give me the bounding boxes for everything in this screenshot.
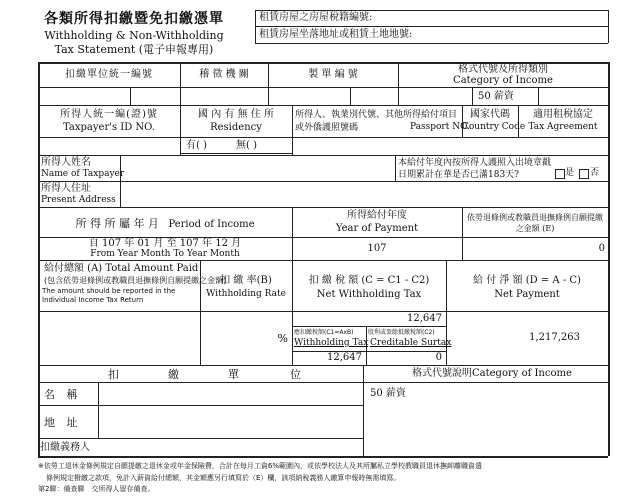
passport-label-english: Passport NO. xyxy=(410,122,470,132)
c1-withholding-tax-label-english: Withholding Tax xyxy=(294,338,369,348)
withholder-address-label: 地 址 xyxy=(44,416,82,429)
net-withholding-tax-label: 扣 繳 稅 額 (C = C1 - C2) xyxy=(308,275,430,286)
country-code-label-english: Country Code xyxy=(462,122,526,132)
category-label-english: Category of Income xyxy=(453,75,553,86)
tax-agreement-label-english: Tax Agreement xyxy=(528,122,598,132)
category-label: 格式代號及所得類別 xyxy=(458,64,548,75)
residency-label: 國 內 有 無 住 所 xyxy=(198,109,274,120)
form-subtitle: Tax Statement (電子申報專用) xyxy=(54,43,214,56)
rent-address-label: 租賃房屋坐落地址或租賃土地地號: xyxy=(259,29,413,40)
stay-no-checkbox[interactable] xyxy=(579,169,589,179)
category-value: 50 薪資 xyxy=(478,91,514,102)
withholder-section-char-4: 位 xyxy=(290,368,301,381)
tax-agreement-label: 適用租稅協定 xyxy=(533,109,593,120)
year-of-payment-value: 107 xyxy=(367,243,387,254)
category-description-value: 50 薪資 xyxy=(370,388,406,399)
footer-note-3: 第2聯：備查聯 交所得人留存備查。 xyxy=(38,485,155,493)
period-range-english: From Year Month To Year Month xyxy=(90,249,240,259)
stay-yes-label: 是 xyxy=(565,168,575,178)
category-description-label: 格式代號說明Category of Income xyxy=(412,368,572,379)
tax-office-label: 稽 徵 機 關 xyxy=(199,69,249,80)
taxpayer-address-label: 所得人住址 xyxy=(41,183,91,194)
net-payment-value: 1,217,263 xyxy=(529,332,580,343)
residency-no-option[interactable]: 無( ) xyxy=(236,140,257,151)
period-range-value: 自 107 年 01 月 至 107 年 12 月 xyxy=(88,238,242,249)
serial-no-label: 製 單 編 號 xyxy=(308,69,358,80)
withholder-section-char-2: 繳 xyxy=(168,368,179,381)
net-payment-label: 給 付 淨 額 (D = A - C) xyxy=(473,275,581,286)
stay-183-days-note: 本給付年度內按所得人護照入出境章戳日期累計在華是否已滿183天? xyxy=(398,158,552,180)
residency-label-english: Residency xyxy=(210,122,262,133)
taxpayer-address-label-english: Present Address xyxy=(41,195,116,205)
passport-label: 所得人、執業別代號、其他所得給付項目或外僑護照號碼 xyxy=(295,110,458,133)
country-code-label: 國家代碼 xyxy=(470,109,510,120)
voluntary-contribution-value: 0 xyxy=(598,243,605,254)
c2-creditable-surtax-label: 股利或盈餘抵繳稅額(C2) xyxy=(368,329,435,336)
form-title-english: Withholding & Non-Withholding xyxy=(44,29,224,42)
withholding-agent-label: 扣繳義務人 xyxy=(40,442,90,453)
c2-creditable-surtax-label-english: Creditable Surtax xyxy=(370,338,452,348)
net-withholding-tax-value: 12,647 xyxy=(407,313,442,324)
period-label-zh: 所 得 所 屬 年 月 xyxy=(75,217,159,230)
unified-no-label: 扣繳單位統一編號 xyxy=(65,69,153,80)
taxpayer-id-label-english: Taxpayer's ID NO. xyxy=(63,122,155,133)
total-amount-note: (包含依勞退條例或教職員退撫條例自願提繳之金額) xyxy=(44,276,227,285)
total-amount-note-english: The amount should be reported in the Individual Income Tax Return xyxy=(42,287,176,304)
taxpayer-name-label-english: Name of Taxpayer xyxy=(41,169,125,179)
total-amount-label: 給付總額 (A) Total Amount Paid xyxy=(44,263,199,274)
withholder-section-char-1: 扣 xyxy=(108,368,119,381)
year-of-payment-label: 所得給付年度 xyxy=(347,210,407,221)
stay-no-label: 否 xyxy=(590,168,600,178)
withholding-rate-percent: % xyxy=(277,332,288,345)
residency-yes-option[interactable]: 有( ) xyxy=(186,140,207,151)
footer-note-1: ※依勞工退休金條例規定自願提繳之退休金或年金保險費，合計在每月工資6%範圍內，或依學校法人及其所屬私立學校教職員退休撫卹離職資遣 xyxy=(38,462,482,470)
form-title: 各類所得扣繳暨免扣繳憑單 xyxy=(44,11,224,27)
taxpayer-id-label: 所得人統一編(證)號 xyxy=(60,109,158,120)
voluntary-contribution-label: 依勞退條例或教職員退撫條例自願提繳之金額 (E) xyxy=(467,213,603,233)
rent-tax-id-label: 租賃房屋之房屋稅籍編號: xyxy=(259,12,373,23)
footer-note-2: 條例規定撥繳之款項，免計入薪資給付總額，其金額應另行填寫於（E）欄，該項納稅義務人繳算申報時無需填寫。 xyxy=(46,474,401,482)
taxpayer-name-label: 所得人姓名 xyxy=(41,157,91,168)
net-withholding-tax-label-english: Net Withholding Tax xyxy=(316,289,422,300)
c2-creditable-surtax-value: 0 xyxy=(435,352,442,363)
year-of-payment-label-english: Year of Payment xyxy=(335,223,419,234)
withholding-rate-label: 扣 繳 率(B) xyxy=(220,275,272,286)
net-payment-label-english: Net Payment xyxy=(494,289,560,300)
withholder-section-char-3: 單 xyxy=(228,368,239,381)
stay-yes-checkbox[interactable] xyxy=(555,169,565,179)
c1-withholding-tax-value: 12,647 xyxy=(327,352,362,363)
withholder-name-label: 名 稱 xyxy=(44,388,82,401)
withholding-rate-label-english: Withholding Rate xyxy=(206,289,286,299)
c1-withholding-tax-label: 應扣繳稅額(C1=AxB) xyxy=(294,329,354,336)
period-label-en: Period of Income xyxy=(168,219,255,230)
period-of-income-label xyxy=(38,218,292,230)
